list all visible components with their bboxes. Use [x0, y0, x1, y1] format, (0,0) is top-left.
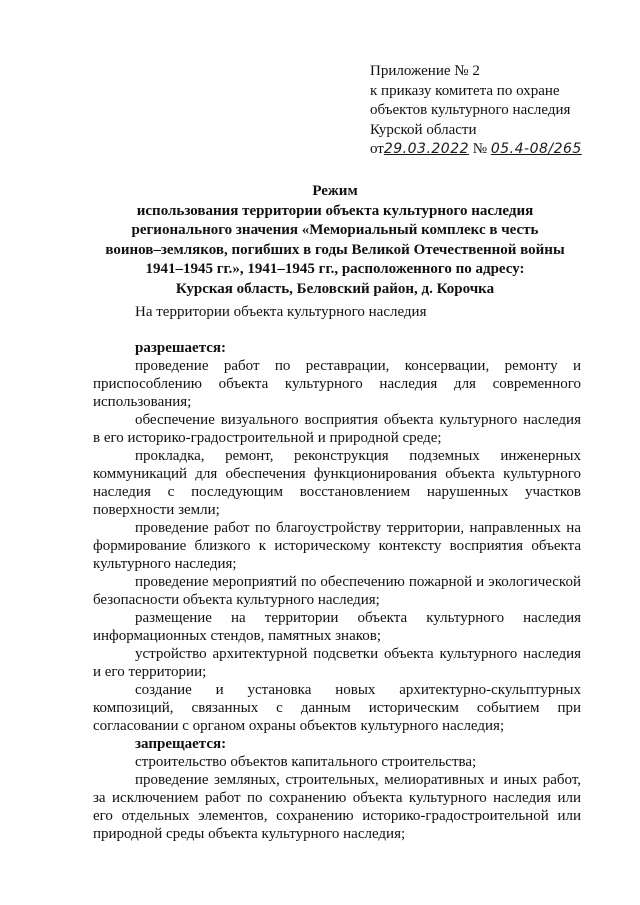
handwritten-order-number: 05.4-08/265	[490, 141, 582, 157]
appendix-header-line: объектов культурного наследия	[370, 102, 571, 118]
intro-text: На территории объекта культурного наследия	[135, 304, 427, 320]
title-line: 1941–1945 гг.», 1941–1945 гг., расположенного по адресу:	[145, 261, 525, 277]
forbidden-item: строительство объектов капитального строительства;	[135, 754, 477, 770]
handwritten-date: 29.03.2022	[383, 141, 470, 157]
appendix-header-line: Курской области	[370, 121, 477, 138]
forbidden-item: проведение земляных, строительных, мелиоративных и иных работ, за исключением работ по сохранению объекта культурного наследия или его отдельных элементов, сохранению историко-градостроительной или природной среды объекта культурного наследия;	[93, 772, 581, 842]
allowed-item: проведение работ по реставрации, консервации, ремонту и приспособлению объекта культурного наследия для современного использования;	[93, 358, 581, 410]
allowed-item: создание и установка новых архитектурно-скульптурных композиций, связанных с данным историческим событием при согласовании с органом охраны объектов культурного наследия;	[93, 682, 581, 734]
allowed-label: разрешается:	[135, 340, 227, 356]
order-date-number-line	[370, 140, 630, 160]
number-prefix: №	[472, 141, 488, 157]
allowed-item: устройство архитектурной подсветки объекта культурного наследия и его территории;	[93, 646, 581, 680]
title-line: воинов–земляков, погибших в годы Великой Отечественной войны	[105, 241, 565, 258]
date-prefix: от	[370, 141, 384, 157]
title-line: регионального значения «Мемориальный комплекс в честь	[131, 222, 539, 238]
appendix-header	[370, 62, 630, 160]
allowed-item: проведение работ по благоустройству территории, направленных на формирование близкого к историческому контексту восприятия объекта культурного наследия;	[93, 520, 581, 572]
allowed-item: проведение мероприятий по обеспечению пожарной и экологической безопасности объекта культурного наследия;	[93, 574, 581, 608]
regime-body	[93, 339, 581, 843]
allowed-item: обеспечение визуального восприятия объекта культурного наследия в его историко-градостроительной и природной среде;	[93, 412, 581, 446]
title-line: Курская область, Беловский район, д. Корочка	[175, 280, 495, 297]
title-line: использования территории объекта культурного наследия	[136, 202, 534, 219]
document-title	[90, 182, 580, 299]
appendix-header-line: Приложение № 2	[370, 63, 480, 79]
appendix-header-line: к приказу комитета по охране	[370, 82, 560, 99]
allowed-item: размещение на территории объекта культурного наследия информационных стендов, памятных знаков;	[93, 610, 581, 644]
title-line: Режим	[312, 183, 358, 199]
allowed-item: прокладка, ремонт, реконструкция подземных инженерных коммуникаций для обеспечения функционирования объекта культурного наследия с последующим восстановлением нарушенных участков поверхности земли;	[93, 448, 581, 518]
forbidden-label: запрещается:	[135, 736, 227, 752]
